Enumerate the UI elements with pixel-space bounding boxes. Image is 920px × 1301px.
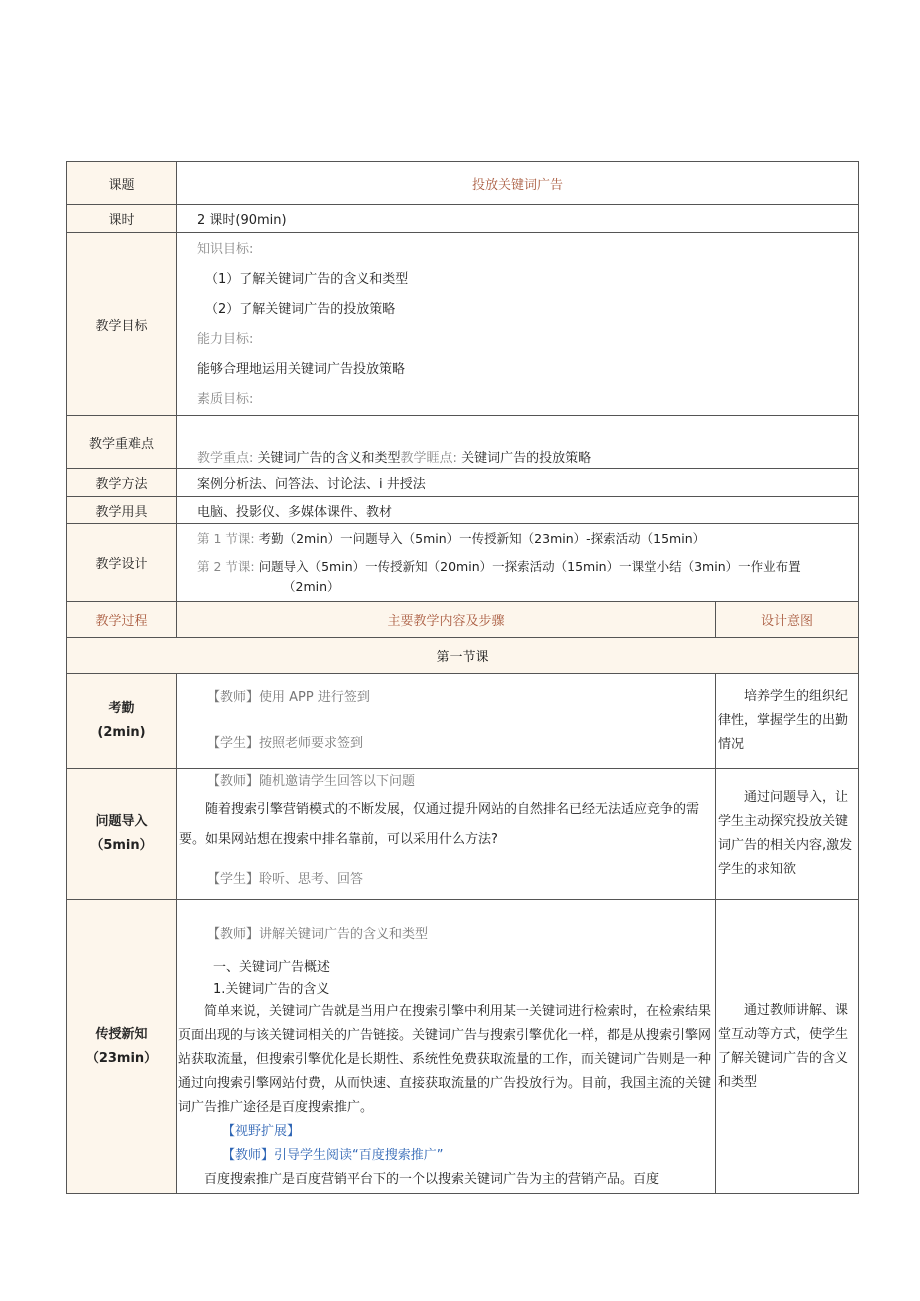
attendance-student: 【学生】按照老师要求签到 <box>207 736 364 751</box>
row-intro <box>67 769 859 900</box>
attendance-label-name: 考勤 <box>108 701 135 716</box>
topic-title: 投放关键词广告 <box>177 162 859 205</box>
teach-heading-2: 1.关键词广告的含义 <box>213 982 330 997</box>
tools-label: 教学用具 <box>67 497 177 524</box>
teach-label-name: 传授新知 <box>95 1026 148 1042</box>
design-content <box>177 524 859 602</box>
design-session-2 <box>197 556 858 578</box>
attendance-label-time: (2min) <box>97 725 146 740</box>
row-design <box>67 524 859 602</box>
process-header-col1: 教学过程 <box>67 602 177 638</box>
attendance-content <box>177 674 716 769</box>
knowledge-goal-2: （2）了解关键词广告的投放策略 <box>205 302 396 317</box>
ability-goal-title: 能力目标: <box>197 332 254 347</box>
topic-label: 课题 <box>67 162 177 205</box>
row-teach <box>67 900 859 1194</box>
design-session-2-label: 第 2 节课: <box>197 559 255 574</box>
difficulty-label: 教学睚点: <box>400 451 457 466</box>
design-session-2-flow: 问题导入（5min）一传授新知（20min）一探索活动（15min）一课堂小结（3min）一作业布置 <box>258 559 801 574</box>
focus-value: 关键词广告的含义和类型 <box>257 451 401 466</box>
row-section-title <box>67 638 859 674</box>
process-header-col2: 主要教学内容及步骤 <box>177 602 716 638</box>
lesson-plan-table <box>66 161 859 1194</box>
teach-heading-1: 一、关键词广告概述 <box>213 960 331 975</box>
key-points-content <box>177 416 859 469</box>
knowledge-goal-title: 知识目标: <box>197 242 254 257</box>
row-process-header <box>67 602 859 638</box>
intro-label <box>67 769 177 900</box>
row-topic <box>67 162 859 205</box>
teach-reading: 【教师】引导学生阅读“百度搜索推广” <box>222 1148 444 1163</box>
teach-extension: 【视野扩展】 <box>222 1124 301 1139</box>
teach-label-time: （23min） <box>85 1050 158 1066</box>
tools-value: 电脑、投影仪、多媒体课件、教材 <box>177 497 859 524</box>
ability-goal-1: 能够合理地运用关键词广告投放策略 <box>197 362 406 377</box>
key-points-label: 教学重难点 <box>67 416 177 469</box>
intro-label-name: 问题导入 <box>95 814 148 829</box>
teach-definition: 简单来说，关键词广告就是当用户在搜索引擎中利用某一关键词进行检索时，在检索结果页面出现的与该关键词相关的广告链接。关键词广告与搜索引擎优化一样，都是从搜索引擎网站获取流量，但搜索引擎优化是长期性、系统性免费获取流量的工作，而关键词广告则是一种通过向搜索引擎网站付费，从而快速、直接获取流量的广告投放行为。目前，我国主流的关键词广告推广途径是百度搜索推广。 <box>178 1004 712 1115</box>
goals-label: 教学目标 <box>67 233 177 416</box>
intro-label-time: （5min） <box>90 838 153 853</box>
design-label: 教学设计 <box>67 524 177 602</box>
row-attendance <box>67 674 859 769</box>
attendance-teacher: 【教师】使用 APP 进行签到 <box>207 690 370 705</box>
row-hours <box>67 205 859 233</box>
design-session-1-label: 第 1 节课: <box>197 531 255 546</box>
row-goals <box>67 233 859 416</box>
teach-label <box>67 900 177 1194</box>
difficulty-value: 关键词广告的投放策略 <box>461 451 592 466</box>
attendance-intent: 培养学生的组织纪律性，掌握学生的出勤情况 <box>716 674 859 769</box>
intro-intent: 通过问题导入，让学生主动探究投放关键词广告的相关内容,激发学生的求知欲 <box>716 769 859 900</box>
design-session-1 <box>197 528 858 550</box>
row-key-points <box>67 416 859 469</box>
teach-teacher: 【教师】讲解关键词广告的含义和类型 <box>207 927 429 942</box>
teach-intent: 通过教师讲解、课堂互动等方式，使学生了解关键词广告的含义和类型 <box>716 900 859 1194</box>
intro-content <box>177 769 716 900</box>
process-header-col3: 设计意图 <box>716 602 859 638</box>
quality-goal-title: 素质目标: <box>197 392 254 407</box>
focus-label: 教学重点: <box>197 451 254 466</box>
teach-baidu: 百度搜索推广是百度营销平台下的一个以搜索关键词广告为主的营销产品。百度 <box>204 1172 660 1187</box>
intro-student: 【学生】聆听、思考、回答 <box>207 872 364 887</box>
row-tools <box>67 497 859 524</box>
hours-value: 2 课时(90min) <box>177 205 859 233</box>
goals-content <box>177 233 859 416</box>
row-methods <box>67 469 859 497</box>
methods-value: 案例分析法、问答法、讨论法、i 井授法 <box>177 469 859 497</box>
section-1-title: 第一节课 <box>67 638 859 674</box>
intro-question: 随着搜索引擎营销模式的不断发展，仅通过提升网站的自然排名已经无法适应竞争的需要。如果网站想在搜索中排名靠前，可以采用什么方法? <box>179 802 700 847</box>
knowledge-goal-1: （1）了解关键词广告的含义和类型 <box>205 272 409 287</box>
hours-label: 课时 <box>67 205 177 233</box>
attendance-label <box>67 674 177 769</box>
intro-teacher: 【教师】随机邀请学生回答以下问题 <box>207 774 416 789</box>
design-session-1-flow: 考勤（2min）一问题导入（5min）一传授新知（23min）-探索活动（15min） <box>258 531 706 546</box>
teach-content <box>177 900 716 1194</box>
methods-label: 教学方法 <box>67 469 177 497</box>
design-session-2-cont: （2min） <box>283 579 340 594</box>
